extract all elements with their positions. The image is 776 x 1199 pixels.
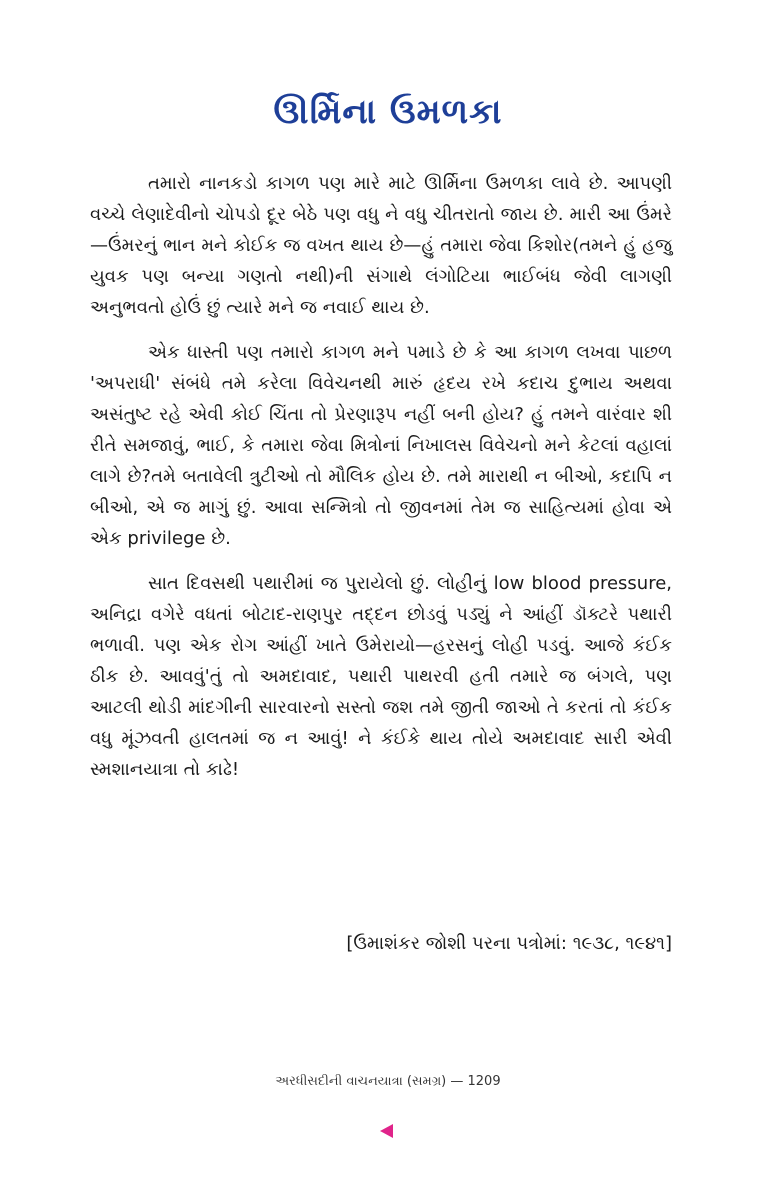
paragraph-2: એક ધાસ્તી પણ તમારો કાગળ મને પમાડે છે કે આ કાગળ લખવા પાછળ 'અપરાધી' સંબંધે તમે કરેલા વિવેચનથી મારું હૃદય રખે કદાચ દુભાય અથવા અસંતુષ્ટ રહે એવી કોઈ ચિંતા તો પ્રેરણારૂપ નહીં બની હોય? હું તમને વારંવાર શી રીતે સમજાવું, ભાઈ, કે તમારા જેવા મિત્રોનાં નિખાલસ વિવેચનો મને કેટલાં વહાલાં લાગે છે?તમે બતાવેલી ત્રુટીઓ તો મૌલિક હોય છે. તમે મારાથી ન બીઓ, કદાપિ ન બીઓ, એ જ માગું છું. આવા સન્મિત્રો તો જીવનમાં તેમ જ સાહિત્યમાં હોવા એ એક privilege છે. (90, 342, 672, 549)
source-citation: [ઉમાશંકર જોશી પરના પત્રોમાં: ૧૯૩૮, ૧૯૪૧] (346, 933, 672, 954)
page-footer: અરધીસદીની વાચનયાત્રા (સમગ્ર) — 1209 (275, 1074, 501, 1089)
paragraph-1: તમારો નાનકડો કાગળ પણ મારે માટે ઊર્મિના ઉમળકા લાવે છે. આપણી વચ્ચે લેણાદેવીનો ચોપડો દૂર બેઠે પણ વધુ ને વધુ ચીતરાતો જાય છે. મારી આ ઉંમરે—ઉંમરનું ભાન મને કોઈક જ વખત થાય છે—હું તમારા જેવા કિશોર(તમને હું હજુ યુવક પણ બન્યા ગણતો નથી)ની સંગાથે લંગોટિયા ભાઈબંધ જેવી લાગણી અનુભવતો હોઉં છું ત્યારે મને જ નવાઈ થાય છે. (90, 173, 672, 318)
page-title: ઊર્મિના ઉમળકા (273, 92, 503, 132)
previous-page-icon[interactable] (380, 1124, 393, 1138)
paragraph-3: સાત દિવસથી પથારીમાં જ પુરાયેલો છું. લોહીનું low blood pressure, અનિદ્રા વગેરે વધતાં બોટાદ-રાણપુર તદ્દન છોડવું પડ્યું ને આંહીં ડૉક્ટરે પથારી ભળાવી. પણ એક રોગ આંહીં ખાતે ઉમેરાયો—હરસનું લોહી પડવું. આજે કંઈક ઠીક છે. આવવું'તું તો અમદાવાદ, પથારી પાથરવી હતી તમારે જ બંગલે, પણ આટલી થોડી માંદગીની સારવારનો સસ્તો જશ તમે જીતી જાઓ તે કરતાં તો કંઈક વધુ મૂંઝવતી હાલતમાં જ ન આવું! ને કંઈકે થાય તોયે અમદાવાદ સારી એવી સ્મશાનયાત્રા તો કાઢે! (90, 573, 672, 780)
letter-body (90, 168, 672, 799)
